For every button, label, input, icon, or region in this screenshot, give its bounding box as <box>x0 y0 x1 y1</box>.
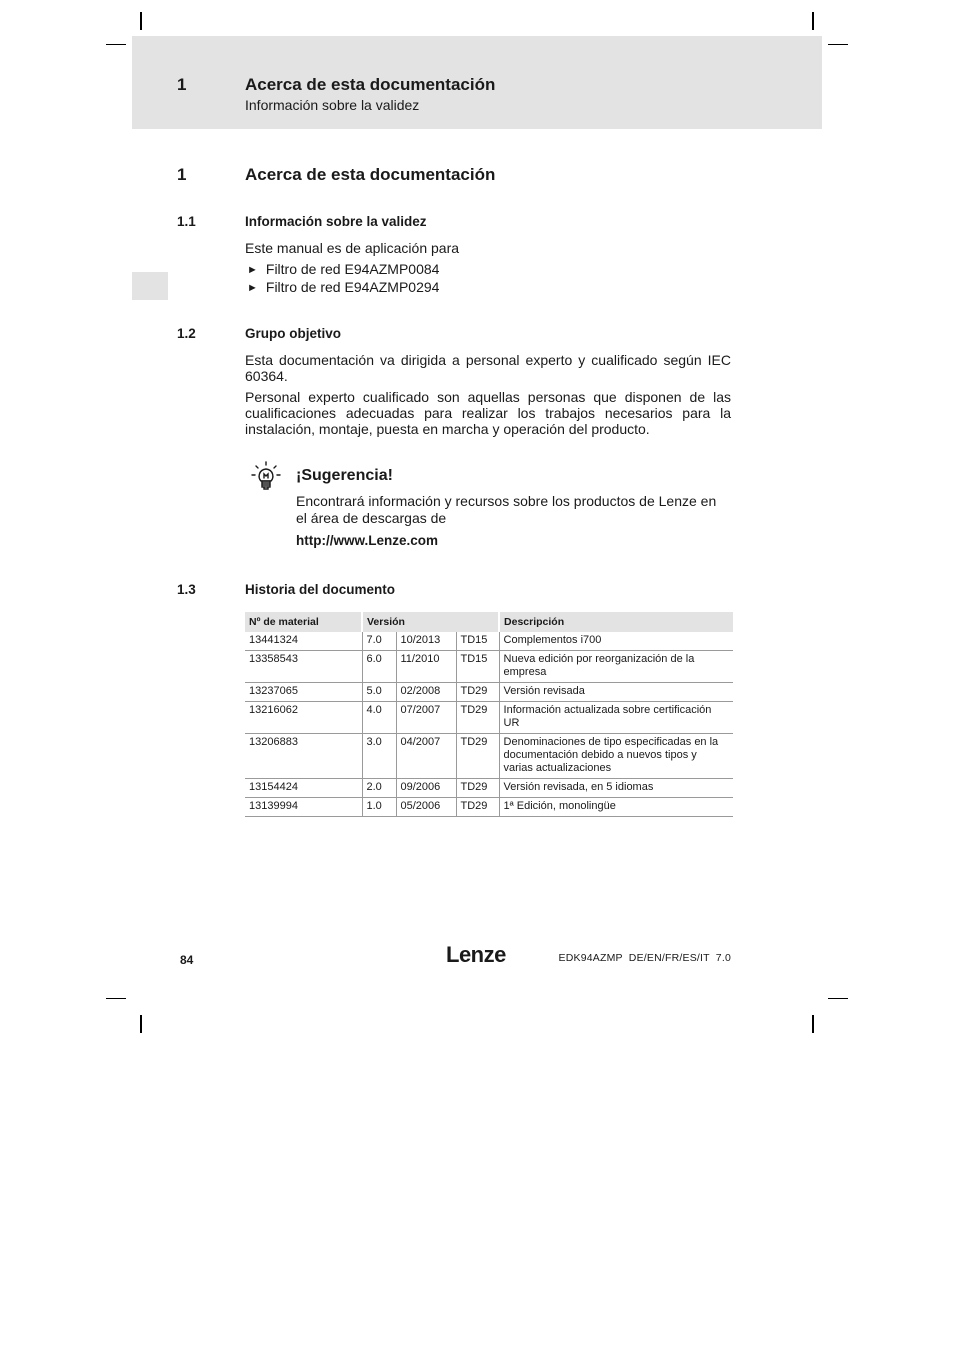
description-cell: Información actualizada sobre certificación UR <box>499 702 733 734</box>
page-number: 84 <box>180 953 194 967</box>
crop-mark <box>106 998 126 999</box>
date-cell: 11/2010 <box>396 651 456 683</box>
bullet-triangle-icon: ► <box>247 282 258 294</box>
material-cell: 13358543 <box>245 651 362 683</box>
bullet-text: Filtro de red E94AZMP0294 <box>265 279 440 295</box>
document-id: EDK94AZMP DE/EN/FR/ES/IT 7.0 <box>558 952 731 964</box>
date-cell: 04/2007 <box>396 734 456 779</box>
material-cell: 13216062 <box>245 702 362 734</box>
code-cell: TD29 <box>456 683 499 702</box>
subsection-title: Historia del documento <box>245 582 396 597</box>
date-cell: 02/2008 <box>396 683 456 702</box>
subsection-number: 1.2 <box>177 326 196 341</box>
lenze-logo: Lenze <box>446 942 506 967</box>
material-cell: 13154424 <box>245 779 362 798</box>
material-cell: 13237065 <box>245 683 362 702</box>
header-chapter-number: 1 <box>177 75 187 94</box>
document-history-table <box>245 612 733 817</box>
side-tab-marker <box>132 272 168 300</box>
material-cell: 13139994 <box>245 798 362 817</box>
code-cell: TD29 <box>456 734 499 779</box>
version-cell: 2.0 <box>362 779 396 798</box>
description-cell: Complementos i700 <box>499 632 733 651</box>
crop-mark <box>140 12 142 30</box>
validity-intro: Este manual es de aplicación para <box>245 240 460 256</box>
column-header-version: Versión <box>362 612 499 632</box>
description-cell: Nueva edición por reorganización de la empresa <box>499 651 733 683</box>
header-subtitle: Información sobre la validez <box>245 97 420 113</box>
version-cell: 1.0 <box>362 798 396 817</box>
description-cell: Denominaciones de tipo especificadas en la documentación debido a nuevos tipos y varias actualizaciones <box>499 734 733 779</box>
table-row <box>245 779 733 798</box>
table-row <box>245 798 733 817</box>
lightbulb-icon <box>250 460 282 492</box>
version-cell: 4.0 <box>362 702 396 734</box>
material-cell: 13441324 <box>245 632 362 651</box>
column-header-description: Descripción <box>499 612 733 632</box>
version-cell: 6.0 <box>362 651 396 683</box>
table-row <box>245 702 733 734</box>
header-chapter-title: Acerca de esta documentación <box>245 75 496 94</box>
section-title: Acerca de esta documentación <box>245 165 496 184</box>
table-row <box>245 734 733 779</box>
subsection-title: Información sobre la validez <box>245 214 427 229</box>
tip-text: Encontrará información y recursos sobre los productos de Lenze en el área de descargas de <box>296 493 717 526</box>
date-cell: 09/2006 <box>396 779 456 798</box>
version-cell: 3.0 <box>362 734 396 779</box>
list-item <box>247 279 439 297</box>
description-cell: Versión revisada <box>499 683 733 702</box>
lenze-website-link[interactable]: http://www.Lenze.com <box>296 533 439 548</box>
code-cell: TD15 <box>456 651 499 683</box>
table-row <box>245 632 733 651</box>
table-header-row <box>245 612 733 632</box>
subsection-title: Grupo objetivo <box>245 326 341 341</box>
date-cell: 07/2007 <box>396 702 456 734</box>
version-cell: 7.0 <box>362 632 396 651</box>
date-cell: 05/2006 <box>396 798 456 817</box>
crop-mark <box>812 1015 814 1033</box>
section-number: 1 <box>177 165 187 184</box>
code-cell: TD29 <box>456 702 499 734</box>
table-row <box>245 651 733 683</box>
crop-mark <box>106 44 126 45</box>
crop-mark <box>828 44 848 45</box>
version-cell: 5.0 <box>362 683 396 702</box>
subsection-number: 1.1 <box>177 214 196 229</box>
target-group-paragraph: Esta documentación va dirigida a personal experto y cualificado según IEC 60364. <box>245 352 731 384</box>
table-row <box>245 683 733 702</box>
description-cell: Versión revisada, en 5 idiomas <box>499 779 733 798</box>
list-item <box>247 261 439 279</box>
description-cell: 1ª Edición, monolingüe <box>499 798 733 817</box>
bullet-triangle-icon: ► <box>247 264 258 276</box>
crop-mark <box>828 998 848 999</box>
crop-mark <box>812 12 814 30</box>
target-group-paragraph: Personal experto cualificado son aquellas personas que disponen de las cualificaciones adecuadas para realizar los trabajos necesarios para la instalación, montaje, puesta en marcha y operación del producto. <box>245 389 731 437</box>
crop-mark <box>140 1015 142 1033</box>
code-cell: TD15 <box>456 632 499 651</box>
bullet-text: Filtro de red E94AZMP0084 <box>265 261 440 277</box>
subsection-number: 1.3 <box>177 582 196 597</box>
column-header-material: Nº de material <box>245 612 362 632</box>
code-cell: TD29 <box>456 779 499 798</box>
material-cell: 13206883 <box>245 734 362 779</box>
code-cell: TD29 <box>456 798 499 817</box>
tip-title: ¡Sugerencia! <box>296 467 393 484</box>
date-cell: 10/2013 <box>396 632 456 651</box>
